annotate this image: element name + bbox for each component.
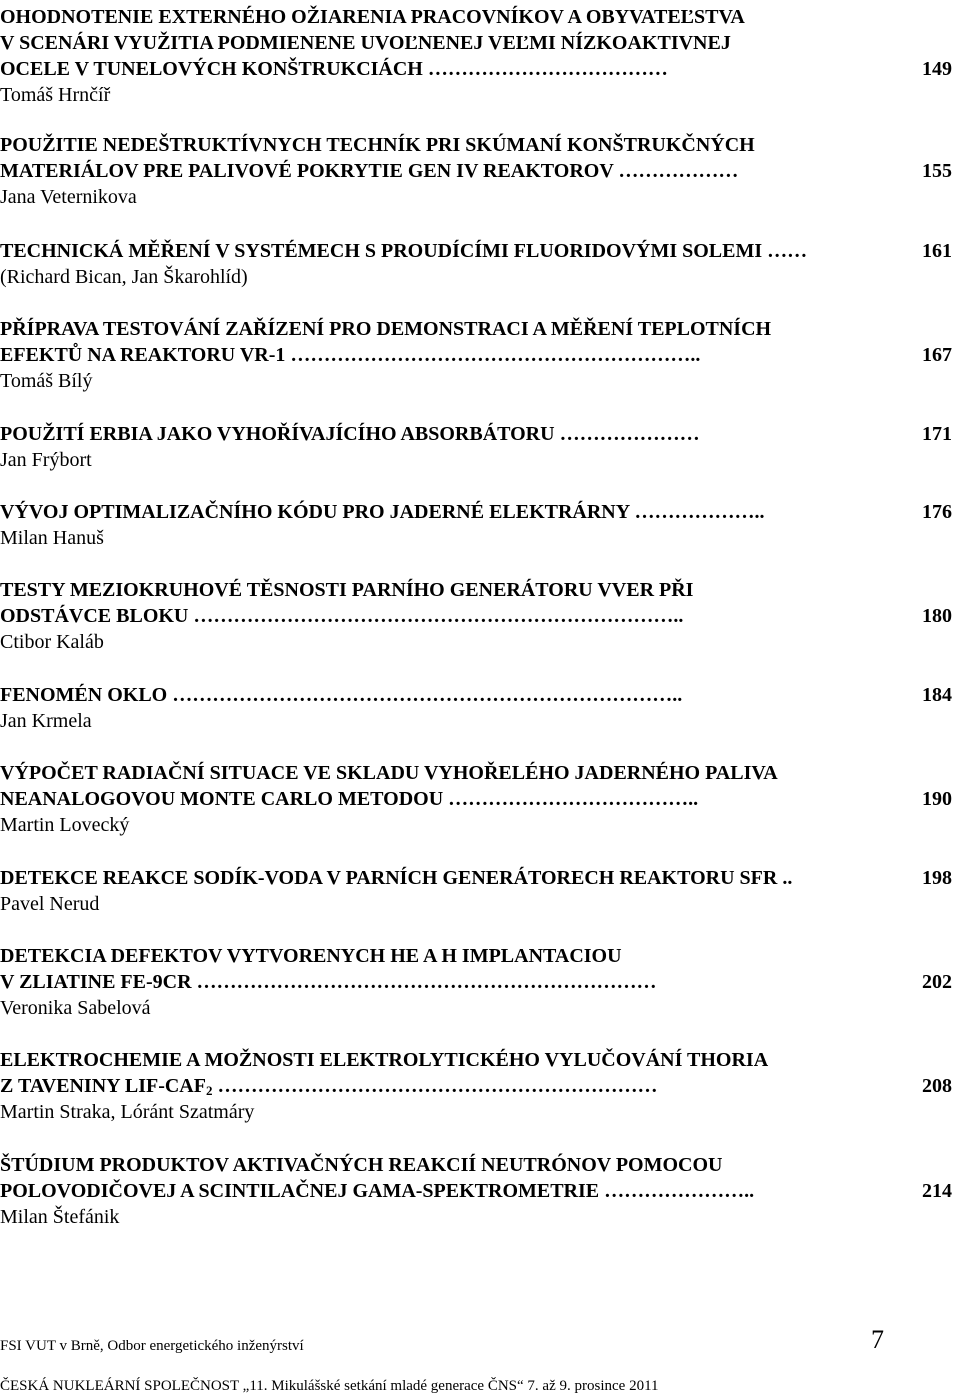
entry-authors: Ctibor Kaláb: [0, 631, 104, 653]
page-number: 208: [922, 1075, 952, 1097]
entry-title-line: MATERIÁLOV PRE PALIVOVÉ POKRYTIE GEN IV REAKTOROV ……………… 155: [0, 160, 952, 182]
entry-title-line: V ZLIATINE FE-9CR …………………………………………………………… 202: [0, 971, 952, 993]
entry-authors: Martin Lovecký: [0, 814, 130, 836]
entry-title-line: VÝVOJ OPTIMALIZAČNÍHO KÓDU PRO JADERNÉ ELEKTRÁRNY ……………….. 176: [0, 501, 952, 523]
entry-authors: Tomáš Bílý: [0, 370, 93, 392]
page-number: 161: [922, 240, 952, 262]
entry-authors: Pavel Nerud: [0, 893, 100, 915]
entry-title-line: NEANALOGOVOU MONTE CARLO METODOU ……………………………….. 190: [0, 788, 952, 810]
footer-institution: FSI VUT v Brně, Odbor energetického inženýrství: [0, 1338, 304, 1354]
entry-title-line: ODSTÁVCE BLOKU ……………………………………………………………….. 180: [0, 605, 952, 627]
entry-title-line: TECHNICKÁ MĚŘENÍ V SYSTÉMECH S PROUDÍCÍMI FLUORIDOVÝMI SOLEMI …… 161: [0, 240, 952, 262]
page-number: 155: [922, 160, 952, 182]
page-number: 190: [922, 788, 952, 810]
entry-title-line: VÝPOČET RADIAČNÍ SITUACE VE SKLADU VYHOŘELÉHO JADERNÉHO PALIVA: [0, 762, 778, 784]
toc-entry: [0, 132, 952, 210]
entry-title-line: FENOMÉN OKLO ………………………………………………………………….. 184: [0, 684, 952, 706]
entry-title-line: TESTY MEZIOKRUHOVÉ TĚSNOSTI PARNÍHO GENERÁTORU VVER PŘI: [0, 579, 694, 601]
entry-authors: Jan Frýbort: [0, 449, 92, 471]
entry-authors: Jan Krmela: [0, 710, 92, 732]
toc-entry: [0, 316, 952, 394]
page-number: 202: [922, 971, 952, 993]
entry-authors: Veronika Sabelová: [0, 997, 151, 1019]
entry-authors: Milan Hanuš: [0, 527, 104, 549]
entry-authors: Tomáš Hrnčíř: [0, 84, 111, 106]
entry-authors: Milan Štefánik: [0, 1206, 120, 1228]
page-number: 171: [922, 423, 952, 445]
footer-page-number: 7: [871, 1325, 884, 1354]
entry-title-line: PŘÍPRAVA TESTOVÁNÍ ZAŘÍZENÍ PRO DEMONSTRACI A MĚŘENÍ TEPLOTNÍCH: [0, 318, 772, 340]
toc-entry: [0, 238, 952, 290]
toc-entry: [0, 421, 952, 473]
toc-entry: [0, 1047, 952, 1125]
entry-authors: Martin Straka, Lóránt Szatmáry: [0, 1101, 255, 1123]
entry-title-line: POUŽITÍ ERBIA JAKO VYHOŘÍVAJÍCÍHO ABSORBÁTORU ………………… 171: [0, 423, 952, 445]
toc-entry: [0, 682, 952, 734]
page-number: 184: [922, 684, 952, 706]
page-number: 149: [922, 58, 952, 80]
page-number: 214: [922, 1180, 952, 1202]
toc-entry: [0, 760, 952, 838]
entry-title-line: ELEKTROCHEMIE A MOŽNOSTI ELEKTROLYTICKÉHO VYLUČOVÁNÍ THORIA: [0, 1049, 769, 1071]
entry-title-line: OHODNOTENIE EXTERNÉHO OŽIARENIA PRACOVNÍKOV A OBYVATEĽSTVA: [0, 6, 745, 28]
entry-title-line: POUŽITIE NEDEŠTRUKTÍVNYCH TECHNÍK PRI SKÚMANÍ KONŠTRUKČNÝCH: [0, 134, 755, 156]
toc-entry: [0, 577, 952, 655]
toc-entry: [0, 4, 952, 108]
entry-title-line: OCELE V TUNELOVÝCH KONŠTRUKCIÁCH ……………………………… 149: [0, 58, 952, 80]
entry-title-line: V SCENÁRI VYUŽITIA PODMIENENE UVOĽNENEJ VEĽMI NÍZKOAKTIVNEJ: [0, 32, 731, 54]
toc-entry: [0, 499, 952, 551]
entry-title-line: POLOVODIČOVEJ A SCINTILAČNEJ GAMA-SPEKTROMETRIE ………………….. 214: [0, 1180, 952, 1202]
entry-title-line: DETEKCIA DEFEKTOV VYTVORENYCH HE A H IMPLANTACIOU: [0, 945, 622, 967]
toc-entry: [0, 1152, 952, 1230]
page-number: 176: [922, 501, 952, 523]
page-number: 180: [922, 605, 952, 627]
toc-entry: [0, 943, 952, 1021]
entry-authors: (Richard Bican, Jan Škarohlíd): [0, 266, 248, 288]
toc-entry: [0, 865, 952, 917]
entry-title-line: ŠTÚDIUM PRODUKTOV AKTIVAČNÝCH REAKCIÍ NEUTRÓNOV POMOCOU: [0, 1154, 723, 1176]
entry-title-line: Z TAVENINY LIF-$CAF_2$ ………………………………………………………… 208: [0, 1075, 952, 1098]
entry-title-line: EFEKTŮ NA REAKTORU VR-1 …………………………………………………….. 167: [0, 344, 952, 366]
footer-society-line: ČESKÁ NUKLEÁRNÍ SPOLEČNOST „11. Mikulášské setkání mladé generace ČNS“ 7. až 9. prosince 2011: [0, 1378, 659, 1394]
page-number: 167: [922, 344, 952, 366]
page-number: 198: [922, 867, 952, 889]
entry-title-line: DETEKCE REAKCE SODÍK-VODA V PARNÍCH GENERÁTORECH REAKTORU SFR .. 198: [0, 867, 952, 889]
page-footer: [0, 1325, 884, 1356]
entry-authors: Jana Veternikova: [0, 186, 137, 208]
